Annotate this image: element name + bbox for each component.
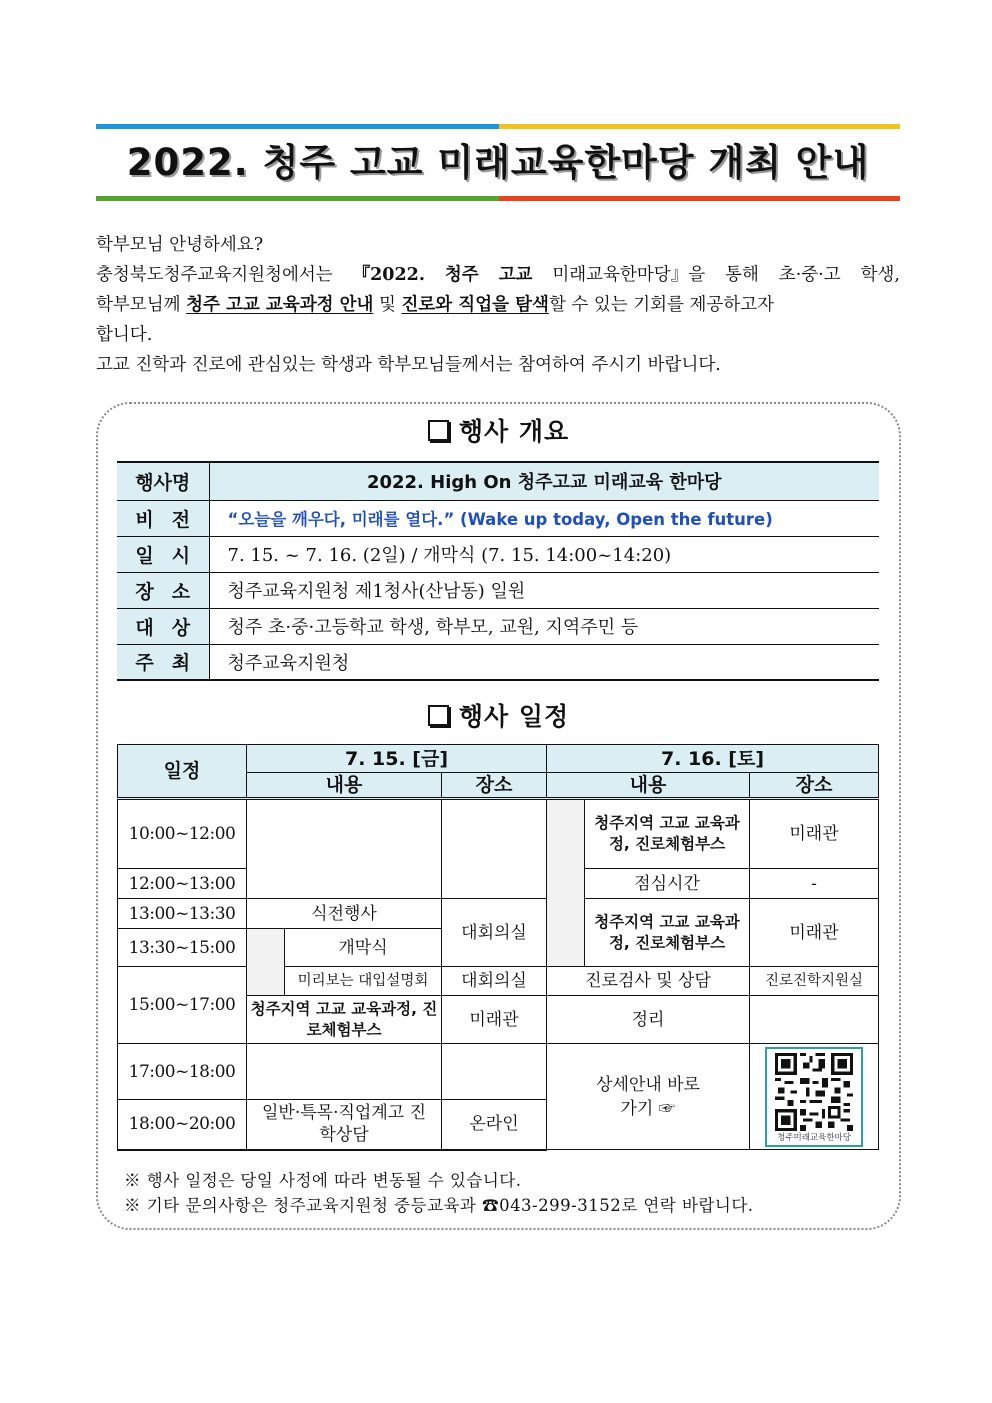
overview-key: 장소: [117, 572, 209, 608]
schedule-heading-text: 행사 일정: [458, 702, 570, 731]
day1-place: 미래관: [442, 996, 547, 1044]
day2-content-header: 내용: [547, 773, 750, 799]
overview-row: [117, 644, 879, 680]
schedule-table: [117, 744, 879, 1151]
intro-line-3: [96, 290, 900, 320]
overview-key: 대상: [117, 608, 209, 644]
qr-wrap: [752, 1047, 876, 1147]
greeting: 학부모님 안녕하세요?: [96, 235, 264, 255]
day1-admission-briefing: 미리보는 대입설명회: [285, 967, 442, 996]
text: 할 수 있는 기회를 제공하고자: [548, 295, 775, 315]
checkbox-square-icon: [428, 420, 449, 441]
qr-caption: 청주미래교육한마당: [777, 1132, 851, 1143]
schedule-header-row: [118, 745, 879, 773]
vision-statement: “오늘을 깨우다, 미래를 열다.” (Wake up today, Open the future): [209, 500, 879, 536]
word: 청주: [444, 265, 479, 285]
day2-cleanup: 정리: [547, 996, 750, 1044]
overview-key: 행사명: [117, 462, 209, 500]
day1-empty: [247, 799, 442, 899]
overview-key: 주최: [117, 644, 209, 680]
day2-booth-pm: 청주지역 고교 교육과정, 진로체험부스: [585, 899, 750, 967]
word: 학생,: [860, 265, 900, 285]
qr-code-icon: [772, 1053, 856, 1131]
schedule-row: [118, 967, 879, 996]
text: 학부모님께: [96, 295, 181, 315]
day2-place: -: [750, 869, 879, 899]
overview-heading: [96, 412, 901, 448]
day1-place: 온라인: [442, 1100, 547, 1150]
event-audience: 청주 초·중·고등학교 학생, 학부모, 교원, 지역주민 등: [209, 608, 879, 644]
time-slot: 15:00~17:00: [118, 967, 247, 1044]
event-date: 7. 15. ~ 7. 16. (2일) / 개막식 (7. 15. 14:00~14:20): [209, 536, 879, 572]
time-slot: 13:00~13:30: [118, 899, 247, 929]
day2-header: 7. 16. [토]: [547, 745, 879, 773]
day2-place: 미래관: [750, 799, 879, 869]
intro-line-2: [96, 260, 900, 290]
day2-gray-block: [547, 799, 585, 967]
overview-row: [117, 572, 879, 608]
day2-lunch: 점심시간: [585, 869, 750, 899]
overview-heading-text: 행사 개요: [458, 417, 570, 446]
word: 『2022.: [352, 265, 425, 285]
word: 초·중·고: [778, 265, 841, 285]
checkbox-square-icon: [428, 705, 449, 726]
day2-place: 미래관: [750, 899, 879, 967]
intro-text: [96, 230, 900, 380]
time-slot: 10:00~12:00: [118, 799, 247, 869]
day1-booth: 청주지역 고교 교육과정, 진로체험부스: [247, 996, 442, 1044]
underlined-curriculum: 청주 고교 교육과정 안내: [186, 295, 374, 315]
day1-empty: [247, 1044, 442, 1100]
schedule-row: [118, 799, 879, 869]
day1-content-header: 내용: [247, 773, 442, 799]
schedule-heading: [96, 697, 901, 733]
day1-place-header: 장소: [442, 773, 547, 799]
day2-detail-link[interactable]: [547, 1044, 750, 1150]
day1-pre-event: 식전행사: [247, 899, 442, 929]
title-bar-bottom-green: [96, 196, 499, 201]
overview-key: 일시: [117, 536, 209, 572]
day1-place: 대회의실: [442, 967, 547, 996]
word: 고교: [498, 265, 533, 285]
schedule-row: [118, 899, 879, 929]
day2-place-header: 장소: [750, 773, 879, 799]
page-title: 2022. 청주 고교 미래교육한마당 개최 안내: [126, 141, 870, 184]
time-slot: 12:00~13:00: [118, 869, 247, 899]
day2-booth-am: 청주지역 고교 교육과정, 진로체험부스: [585, 799, 750, 869]
day1-empty-place: [442, 1044, 547, 1100]
title-bar-top-yellow: [499, 124, 900, 129]
underlined-career: 진로와 직업을 탐색: [401, 295, 549, 315]
title-bar-bottom-red: [499, 196, 900, 201]
word: 미래교육한마당』을: [552, 265, 706, 285]
schedule-row: [118, 1044, 879, 1100]
day2-empty-place: [750, 996, 879, 1044]
event-name: 2022. High On 청주고교 미래교육 한마당: [209, 462, 879, 500]
day1-empty-place: [442, 799, 547, 899]
day1-header: 7. 15. [금]: [247, 745, 547, 773]
day2-place: 진로진학지원실: [750, 967, 879, 996]
notes: [124, 1168, 754, 1218]
day2-career-test: 진로검사 및 상담: [547, 967, 750, 996]
time-slot: 18:00~20:00: [118, 1100, 247, 1150]
overview-table: [117, 461, 879, 681]
event-venue: 청주교육지원청 제1청사(산남동) 일원: [209, 572, 879, 608]
title-bar-top-blue: [96, 124, 499, 129]
qr-code[interactable]: [765, 1047, 863, 1147]
overview-row: [117, 536, 879, 572]
note-line: ※ 행사 일정은 당일 사정에 따라 변동될 수 있습니다.: [124, 1171, 522, 1190]
qr-cell: [750, 1044, 879, 1150]
note-line: ※ 기타 문의사항은 청주교육지원청 중등교육과 ☎043-299-3152로 연락 바랍니다.: [124, 1196, 754, 1215]
consult-text: 일반·특목·직업계고 진학상담: [261, 1103, 426, 1146]
text: 및: [379, 295, 396, 315]
day1-consult: [247, 1100, 442, 1150]
event-host: 청주교육지원청: [209, 644, 879, 680]
word: 충청북도청주교육지원청에서는: [96, 265, 333, 285]
intro-line-4: 합니다.: [96, 325, 153, 345]
detail-link-text[interactable]: 상세안내 바로가기 ☞: [596, 1074, 700, 1119]
overview-key: 비전: [117, 500, 209, 536]
day1-opening: 개막식: [285, 929, 442, 967]
day1-place: 대회의실: [442, 899, 547, 967]
time-slot: 17:00~18:00: [118, 1044, 247, 1100]
overview-row: [117, 500, 879, 536]
time-slot: 13:30~15:00: [118, 929, 247, 967]
day1-gray-block: [247, 929, 285, 996]
col-time-header: 일정: [118, 745, 247, 799]
intro-line-5: 고교 진학과 진로에 관심있는 학생과 학부모님들께서는 참여하여 주시기 바랍니다.: [96, 355, 721, 375]
word: 통해: [725, 265, 759, 285]
overview-row: [117, 462, 879, 500]
overview-row: [117, 608, 879, 644]
